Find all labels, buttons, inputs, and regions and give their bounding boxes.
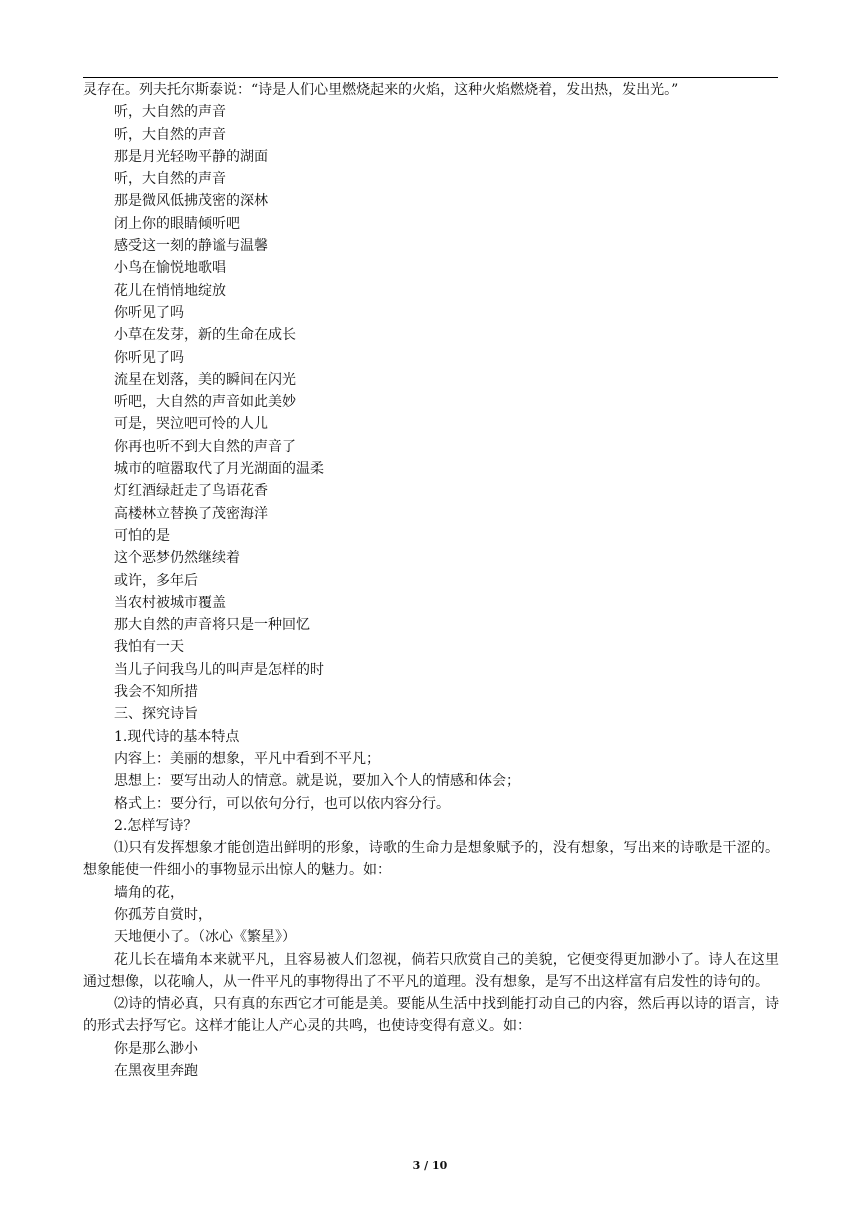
text-line: 小鸟在愉悦地歌唱	[114, 260, 226, 277]
text-line: 城市的喧嚣取代了月光湖面的温柔	[114, 461, 324, 478]
text-line: 1.现代诗的基本特点	[114, 728, 240, 745]
text-line: 感受这一刻的静谧与温馨	[114, 238, 268, 255]
example-poem-2	[83, 1038, 779, 1083]
text-line: 听吧，大自然的声音如此美妙	[114, 394, 296, 411]
text-line: 墙角的花，	[114, 884, 184, 901]
text-line: 2.怎样写诗？	[114, 817, 198, 834]
text-line: 你孤芳自赏时，	[114, 906, 212, 923]
text-line: 那是微风低拂茂密的深林	[114, 193, 268, 210]
text-line: 思想上：要写出动人的情意。就是说，要加入个人的情感和体会；	[114, 773, 520, 790]
text-line: 我会不知所措	[114, 684, 198, 701]
text-line: 内容上：美丽的想象，平凡中看到不平凡；	[114, 750, 380, 767]
text-line: 我怕有一天	[114, 639, 184, 656]
text-line: 小草在发芽，新的生命在成长	[114, 327, 296, 344]
text-line: 闭上你的眼睛倾听吧	[114, 215, 240, 232]
text-line: 在黑夜里奔跑	[114, 1063, 198, 1080]
example-poem-1	[83, 882, 779, 949]
text-line: 你再也听不到大自然的声音了	[114, 438, 296, 455]
text-line: 当农村被城市覆盖	[114, 594, 226, 611]
text-line: 当儿子问我鸟儿的叫声是怎样的时	[114, 661, 324, 678]
text-line: 三、探究诗旨	[114, 706, 198, 723]
text-line: 灯红酒绿赶走了鸟语花香	[114, 483, 268, 500]
text-line: 听，大自然的声音	[114, 126, 226, 143]
text-line: 你听见了吗	[114, 349, 184, 366]
text-line: 听，大自然的声音	[114, 171, 226, 188]
text-line: 你是那么渺小	[114, 1040, 198, 1057]
text-line: 那大自然的声音将只是一种回忆	[114, 617, 310, 634]
page-number: 3 / 10	[412, 1159, 448, 1172]
paragraph-explanation: 花儿长在墙角本来就平凡，且容易被人们忽视，倘若只欣赏自己的美貌，它便变得更加渺小了。诗人在这里通过想像，以花喻人，从一件平凡的事物得出了不平凡的道理。没有想象，是写不出这样富有启发性的诗句的。	[83, 951, 779, 990]
text-line: 可是，哭泣吧可怜的人儿	[114, 416, 268, 433]
text-line: 高楼林立替换了茂密海洋	[114, 505, 268, 522]
text-line: 听，大自然的声音	[114, 104, 226, 121]
text-line: 流星在划落，美的瞬间在闪光	[114, 371, 296, 388]
text-line: 那是月光轻吻平静的湖面	[114, 148, 268, 165]
intro-line: 灵存在。列夫托尔斯泰说：“诗是人们心里燃烧起来的火焰，这种火焰燃烧着，发出热，发出光。”	[83, 82, 679, 98]
text-line: 格式上：要分行，可以依句分行，也可以依内容分行。	[114, 795, 450, 812]
poem-block	[83, 101, 779, 837]
text-line: 这个恶梦仍然继续着	[114, 550, 240, 567]
document-body	[83, 79, 779, 1082]
text-line: 天地便小了。（冰心《繁星》）	[114, 929, 296, 946]
paragraph-true-feeling: ⑵诗的情必真，只有真的东西它才可能是美。要能从生活中找到能打动自己的内容，然后再以诗的语言，诗的形式去抒写它。这样才能让人产心灵的共鸣，也使诗变得有意义。如：	[83, 996, 779, 1035]
text-line: 你听见了吗	[114, 304, 184, 321]
header-rule	[83, 77, 778, 78]
paragraph-imagination: ⑴只有发挥想象才能创造出鲜明的形象，诗歌的生命力是想象赋予的，没有想象，写出来的诗歌是干涩的。想象能使一件细小的事物显示出惊人的魅力。如：	[83, 840, 779, 879]
text-line: 或许，多年后	[114, 572, 198, 589]
text-line: 花儿在悄悄地绽放	[114, 282, 226, 299]
text-line: 可怕的是	[114, 527, 170, 544]
